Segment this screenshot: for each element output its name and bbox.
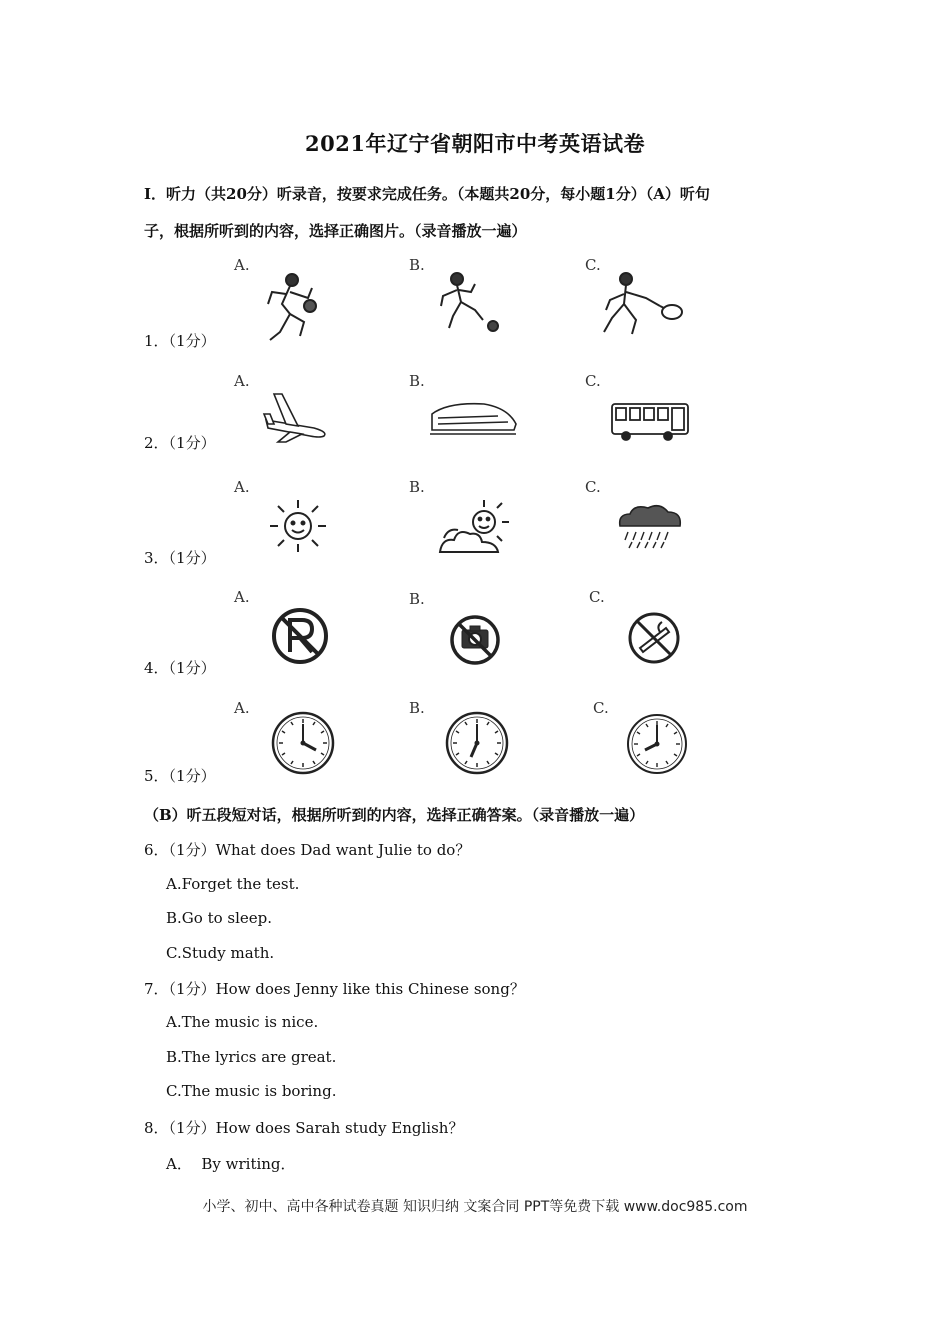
option-letter-b: B. (409, 699, 425, 717)
option-letter-a: A. (234, 478, 250, 496)
option-letter-b: B. (409, 256, 425, 274)
option-letter-c: C. (585, 372, 601, 390)
question-6-option-a: A.Forget the test. (166, 875, 300, 893)
question-5-label: 5．（1分） (144, 767, 216, 785)
badminton-player-picture (600, 270, 690, 340)
section-b-heading: （B）听五段短对话，根据所听到的内容，选择正确答案。（录音播放一遍） (144, 806, 645, 824)
airplane-picture (262, 390, 332, 445)
clock-picture (442, 710, 512, 776)
question-3-label: 3．（1分） (144, 549, 216, 567)
high-speed-train-picture (428, 398, 518, 438)
sun-picture (266, 496, 330, 556)
question-1-label: 1．（1分） (144, 332, 216, 350)
question-7-stem: 7．（1分）How does Jenny like this Chinese song？ (144, 980, 525, 998)
question-6-option-b: B.Go to sleep. (166, 909, 273, 927)
option-letter-a: A. (234, 256, 250, 274)
bus-picture (610, 402, 692, 442)
basketball-player-picture (260, 270, 330, 345)
question-2-label: 2．（1分） (144, 434, 216, 452)
option-letter-c: C. (585, 256, 601, 274)
option-letter-a: A. (234, 588, 250, 606)
option-letter-c: C. (589, 588, 605, 606)
question-7-option-c: C.The music is boring. (166, 1082, 337, 1100)
question-4-label: 4．（1分） (144, 659, 216, 677)
question-6-option-c: C.Study math. (166, 944, 275, 962)
option-letter-a: A. (234, 372, 250, 390)
footer-text: 小学、初中、高中各种试卷真题 知识归纳 文案合同 PPT等免费下载 www.doc985.com (202, 1199, 748, 1215)
soccer-player-picture (435, 270, 505, 335)
question-7-option-b: B.The lyrics are great. (166, 1048, 337, 1066)
section-1-intro-line-1: Ⅰ．听力（共20分）听录音，按要求完成任务。（本题共20分，每小题1分）（A）听句 (144, 185, 710, 203)
no-parking-sign-picture (270, 606, 330, 666)
option-letter-c: C. (585, 478, 601, 496)
option-letter-b: B. (409, 372, 425, 390)
option-letter-c: C. (593, 699, 609, 717)
page-title: 2021年辽宁省朝阳市中考英语试卷 (305, 131, 645, 156)
question-8-option-a: A． By writing． (166, 1155, 296, 1173)
question-8-stem: 8．（1分）How does Sarah study English？ (144, 1119, 464, 1137)
sun-and-clouds-picture (436, 498, 512, 556)
question-6-stem: 6．（1分）What does Dad want Julie to do？ (144, 841, 471, 859)
section-1-intro-line-2: 子，根据所听到的内容，选择正确图片。（录音播放一遍） (144, 222, 527, 240)
option-letter-a: A. (234, 699, 250, 717)
rain-cloud-picture (614, 502, 686, 550)
no-photography-sign-picture (448, 612, 502, 668)
option-letter-b: B. (409, 590, 425, 608)
clock-picture (268, 710, 338, 776)
option-letter-b: B. (409, 478, 425, 496)
question-7-option-a: A.The music is nice. (166, 1013, 319, 1031)
no-smoking-sign-picture (626, 610, 682, 666)
clock-picture (624, 712, 690, 776)
